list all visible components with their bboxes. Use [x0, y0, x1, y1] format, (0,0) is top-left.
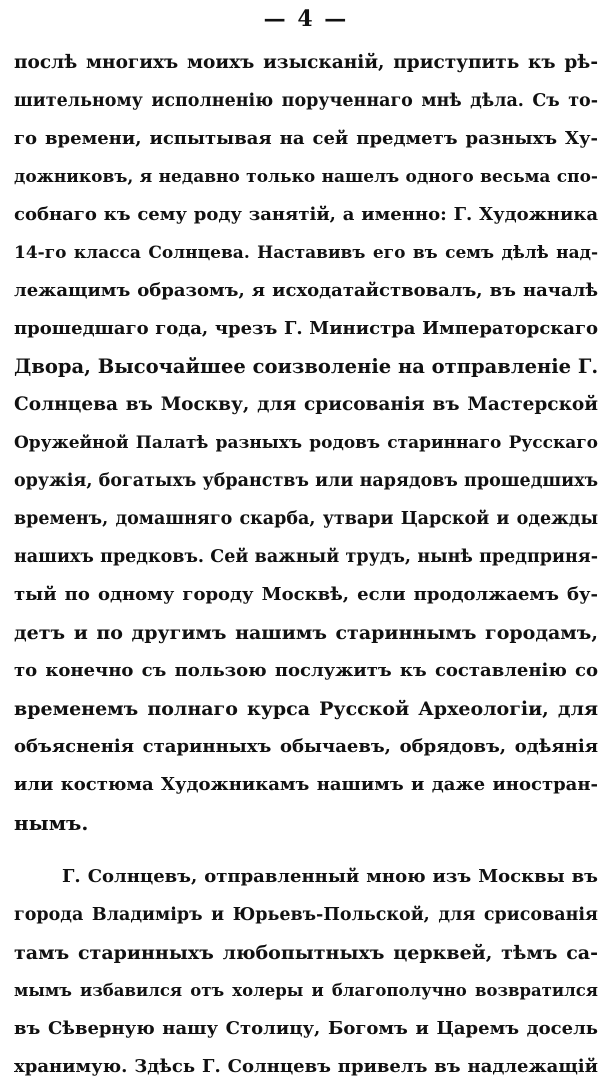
paragraph-2 [14, 858, 598, 1086]
text-line: тамъ старинныхъ любопытныхъ церквей, тѣмъ са- [14, 942, 598, 964]
text-line: въ Сѣверную нашу Столицу, Богомъ и Царемъ досель [14, 1018, 598, 1039]
text-line: лежащимъ образомъ, я исходатайствовалъ, въ началѣ [14, 280, 598, 301]
text-line: то конечно съ пользою послужитъ къ составленію со [14, 660, 598, 681]
paragraph-gap [14, 842, 598, 858]
text-line: прошедшаго года, чрезъ Г. Министра Императорскаго [14, 318, 598, 339]
text-line: или костюма Художникамъ нашимъ и даже иностран- [14, 774, 598, 795]
text-line: города Владиміръ и Юрьевъ-Польской, для срисованія [14, 905, 598, 925]
text-line: послѣ многихъ моихъ изысканій, приступить къ рѣ- [14, 52, 598, 73]
text-line: дожниковъ, я недавно только нашелъ одного весьма спо- [14, 167, 598, 187]
text-line: мымъ избавился отъ холеры и благополучно возвратился [14, 981, 598, 1000]
text-line: нашихъ предковъ. Сей важный трудъ, нынѣ предприня- [14, 547, 598, 567]
paragraph-1 [14, 44, 598, 842]
text-line: собнаго къ сему роду занятій, а именно: Г. Художника [14, 204, 598, 225]
text-line: го времени, испытывая на сей предметъ разныхъ Ху- [14, 128, 598, 149]
text-line: Солнцева въ Москву, для срисованія въ Мастерской [14, 394, 598, 415]
text-line: нымъ. [14, 811, 89, 835]
text-line: объясненія старинныхъ обычаевъ, обрядовъ, одѣянія [14, 736, 598, 757]
text-line: временемъ полнаго курса Русской Археологіи, для [14, 698, 598, 720]
text-line: тый по одному городу Москвѣ, если продолжаемъ бу- [14, 584, 598, 605]
text-line: детъ и по другимъ нашимъ стариннымъ городамъ, [14, 622, 598, 644]
text-line: Двора, Высочайшее соизволеніе на отправленіе Г. [14, 355, 599, 378]
text-line: оружія, богатыхъ убранствъ или нарядовъ прошедшихъ [14, 471, 598, 491]
page-number: — 4 — [263, 6, 349, 32]
text-line: шительному исполненію порученнаго мнѣ дѣла. Съ то- [14, 91, 598, 111]
text-line: временъ, домашняго скарба, утвари Царской и одежды [14, 509, 598, 529]
text-line: хранимую. Здѣсь Г. Солнцевъ привелъ въ надлежащій [14, 1056, 598, 1077]
body-text [14, 44, 598, 1086]
text-line: Оружейной Палатѣ разныхъ родовъ стариннаго Русскаго [14, 433, 598, 453]
text-line: 14-го класса Солнцева. Наставивъ его въ семъ дѣлѣ над- [14, 243, 598, 263]
text-line: Г. Солнцевъ, отправленный мною изъ Москвы въ [62, 866, 598, 887]
